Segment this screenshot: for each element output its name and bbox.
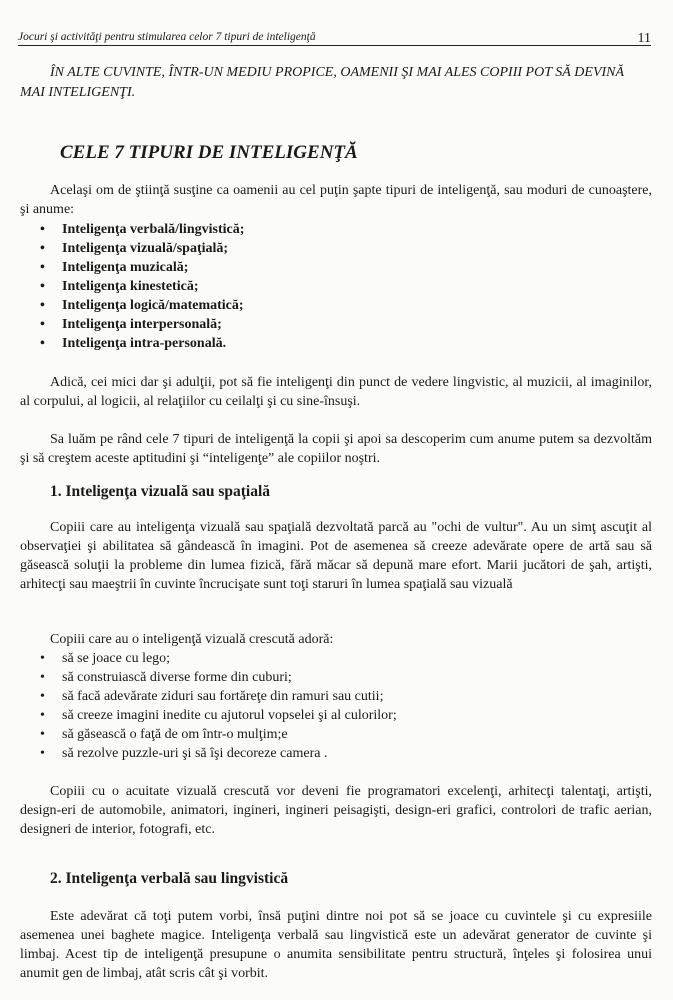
section-2-paragraph-1: Este adevărat că toţi putem vorbi, însă puţini dintre noi pot să se joace cu cuvintele şi cu expresiile asemenea unei baghete magice. Inteligenţa verbală sau lingvistică este un adevărat generator de cuvinte şi limbaj. Acest tip de inteligenţă presupune o anumita sensibilitate pentru structură, înţeles şi folosirea unui anumit gen de limbaj, atât scris cât şi vorbit. [20,909,652,981]
list-item: • Inteligenţa logică/matematică; [40,296,244,315]
section-1-paragraph-3: Copiii cu o acuitate vizuală crescută vor deveni fie programatori excelenţi, arhitecţi talentaţi, artişti, design-eri de automobile, animatori, ingineri, ingineri peisagişti, design-eri grafici, controlori de trafic aerian, designeri de interior, fotografi, etc. [20,784,652,837]
section-2-title: 2. Inteligenţa verbală sau lingvistică [50,870,289,887]
running-header [18,31,651,46]
list-item: • Inteligenţa intra-personală. [40,334,244,353]
visual-activities-list [40,649,397,763]
list-item: • Inteligenţa vizuală/spaţială; [40,239,244,258]
list-item: • să creeze imagini inedite cu ajutorul vopselei şi al culorilor; [40,706,397,725]
section-1-title: 1. Inteligenţa vizuală sau spaţială [50,483,271,500]
list-item: • să construiască diverse forme din cuburi; [40,668,397,687]
list-item: • Inteligenţa muzicală; [40,258,244,277]
list-item: • să rezolve puzzle-uri şi să îşi decoreze camera . [40,744,397,763]
section-1-paragraph-2: Copiii care au o inteligenţă vizuală crescută adoră: [50,632,334,647]
list-item: • să găsească o faţă de om într-o mulţim;e [40,725,397,744]
list-item: • Inteligenţa verbală/lingvistică; [40,220,244,239]
list-item: • să se joace cu lego; [40,649,397,668]
paragraph-overview: Sa luăm pe rând cele 7 tipuri de inteligenţă la copii şi apoi sa descoperim cum anume putem sa dezvoltăm şi să creştem aceste aptitudini şi “inteligenţe” ale copiilor noştri. [20,432,652,466]
header-title: Jocuri şi activităţi pentru stimularea celor 7 tipuri de inteligenţă [18,31,316,43]
list-item: • Inteligenţa kinestetică; [40,277,244,296]
main-title: CELE 7 TIPURI DE INTELIGENŢĂ [60,142,358,163]
list-item: • să facă adevărate ziduri sau fortăreţe din ramuri sau cutii; [40,687,397,706]
paragraph-types-intro: Acelaşi om de ştiinţă susţine ca oamenii au cel puţin şapte tipuri de inteligenţă, sau moduri de cunoaştere, şi anume: [20,183,652,217]
intelligence-types-list [40,220,244,353]
page-number: 11 [637,31,651,46]
section-1-paragraph-1: Copiii care au inteligenţa vizuală sau spaţială dezvoltată parcă au "ochi de vultur". Au un simţ ascuţit al observaţiei şi abilitatea să gândească în imagini. Pot de asemenea să creeze adevărate opere de artă sau să găsească soluţii la probleme din lumea fizică, fără măcar să depună mare efort. Marii jucători de şah, artişti, arhitecţi sau maeştrii în cuvinte încrucişate sunt toţi staruri în lumea spaţială sau vizuală [20,520,652,592]
intro-text: ÎN ALTE CUVINTE, ÎNTR-UN MEDIU PROPICE, OAMENII ŞI MAI ALES COPIII POT SĂ DEVINĂ MAI INTELIGENŢI. [20,65,625,100]
list-item: • Inteligenţa interpersonală; [40,315,244,334]
paragraph-summary: Adică, cei mici dar şi adulţii, pot să fie inteligenţi din punct de vedere lingvistic, al muzicii, al imaginilor, al corpului, al logicii, al relaţiilor cu ceilalţi şi cu sine-însuşi. [20,375,652,409]
